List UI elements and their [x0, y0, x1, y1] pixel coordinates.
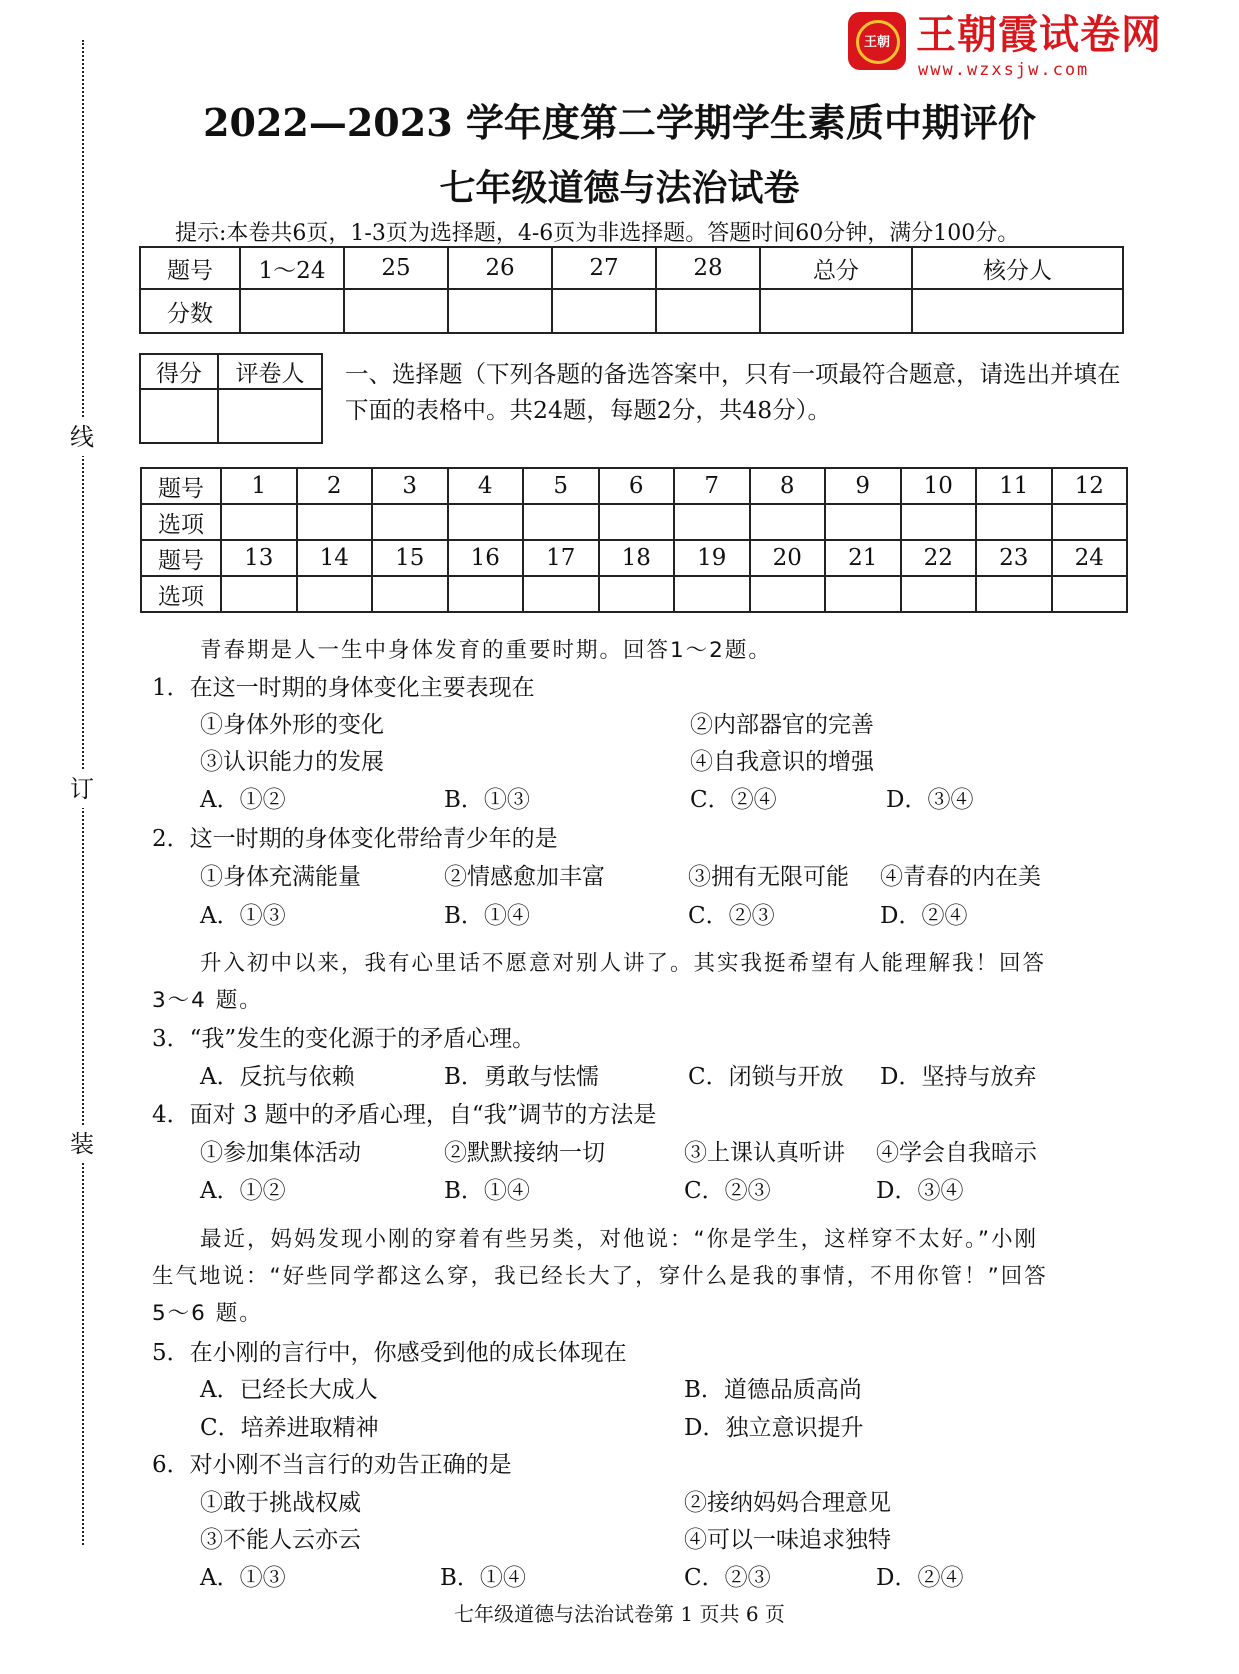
answer-cell[interactable] [523, 576, 599, 612]
page-footer: 七年级道德与法治试卷第 1 页共 6 页 [454, 1602, 785, 1626]
answer-cell[interactable] [448, 504, 524, 540]
answer-option[interactable]: D．②④ [880, 903, 968, 929]
binding-char-ding: 订 [70, 770, 94, 808]
score-table-header-row [140, 247, 1123, 289]
answer-option[interactable]: A．①③ [200, 903, 286, 929]
score-table-header: 总分 [760, 247, 912, 289]
grid-num: 11 [976, 468, 1052, 504]
grid-num: 6 [599, 468, 675, 504]
answer-option[interactable]: C．闭锁与开放 [688, 1064, 844, 1090]
exam-subtitle: 七年级道德与法治试卷 [439, 167, 800, 209]
score-table-header: 核分人 [912, 247, 1123, 289]
answer-cell[interactable] [674, 576, 750, 612]
answer-cell[interactable] [976, 576, 1052, 612]
statement: ③上课认真听讲 [684, 1140, 845, 1166]
grader-name-cell[interactable] [218, 389, 322, 443]
grid-num: 4 [448, 468, 524, 504]
answer-option[interactable]: A．已经长大成人 [200, 1377, 378, 1403]
grid-num: 16 [448, 540, 524, 576]
answer-cell[interactable] [372, 504, 448, 540]
statement: ④可以一味追求独特 [684, 1527, 891, 1553]
score-cell[interactable] [760, 289, 912, 333]
answer-cell[interactable] [599, 504, 675, 540]
statement: ②内部器官的完善 [690, 712, 874, 738]
answer-grid-num-row [141, 540, 1127, 576]
statement: ①身体充满能量 [200, 864, 361, 890]
grid-num: 24 [1052, 540, 1128, 576]
score-table-header: 27 [552, 247, 656, 289]
question-stem: 1．在这一时期的身体变化主要表现在 [152, 675, 535, 701]
grid-num: 10 [901, 468, 977, 504]
statement: ①参加集体活动 [200, 1140, 361, 1166]
statement: ③认识能力的发展 [200, 749, 384, 775]
question-stem: 3．“我”发生的变化源于的矛盾心理。 [152, 1026, 536, 1052]
answer-cell[interactable] [825, 576, 901, 612]
answer-cell[interactable] [297, 504, 373, 540]
score-cell[interactable] [656, 289, 760, 333]
passage-intro: 生气地说：“好些同学都这么穿，我已经长大了，穿什么是我的事情，不用你管！”回答 [152, 1264, 1048, 1289]
score-table-header: 28 [656, 247, 760, 289]
answer-cell[interactable] [372, 576, 448, 612]
statement: ①身体外形的变化 [200, 712, 384, 738]
answer-cell[interactable] [901, 576, 977, 612]
site-logo[interactable] [848, 12, 1164, 78]
grid-num: 20 [750, 540, 826, 576]
passage-intro: 青春期是人一生中身体发育的重要时期。回答1～2题。 [200, 638, 772, 663]
answer-option[interactable]: C．②③ [684, 1565, 771, 1591]
question-stem: 2．这一时期的身体变化带给青少年的是 [152, 826, 558, 852]
logo-url: www.wzxsjw.com [918, 60, 1090, 80]
score-cell[interactable] [240, 289, 344, 333]
grid-num: 13 [221, 540, 297, 576]
answer-option[interactable]: B．勇敢与怯懦 [444, 1064, 599, 1090]
passage-intro: 最近，妈妈发现小刚的穿着有些另类，对他说：“你是学生，这样穿不太好。”小刚 [200, 1227, 1039, 1252]
score-table-header: 26 [448, 247, 552, 289]
score-table [139, 246, 1124, 334]
grid-num: 15 [372, 540, 448, 576]
answer-grid-opt-row [141, 576, 1127, 612]
answer-option[interactable]: C．②③ [688, 903, 775, 929]
question-stem: 4．面对 3 题中的矛盾心理，自“我”调节的方法是 [152, 1102, 657, 1128]
answer-grid-num-row [141, 468, 1127, 504]
answer-cell[interactable] [221, 504, 297, 540]
score-cell[interactable] [448, 289, 552, 333]
answer-option[interactable]: B．①④ [444, 903, 530, 929]
answer-option[interactable]: A．反抗与依赖 [200, 1064, 355, 1090]
grid-label-opt: 选项 [141, 576, 221, 612]
answer-option[interactable]: D．②④ [876, 1565, 964, 1591]
score-table-header: 25 [344, 247, 448, 289]
statement: ④学会自我暗示 [876, 1140, 1037, 1166]
grid-num: 9 [825, 468, 901, 504]
passage-intro: 3～4 题。 [152, 988, 263, 1013]
statement: ④青春的内在美 [880, 864, 1041, 890]
answer-option[interactable]: C．培养进取精神 [200, 1415, 379, 1441]
answer-cell[interactable] [674, 504, 750, 540]
statement: ③不能人云亦云 [200, 1527, 361, 1553]
score-row-label: 分数 [140, 289, 240, 333]
statement: ④自我意识的增强 [690, 749, 874, 775]
grid-num: 8 [750, 468, 826, 504]
grid-label-num: 题号 [141, 540, 221, 576]
grid-num: 19 [674, 540, 750, 576]
grader-box [139, 353, 323, 444]
answer-option[interactable]: B．①③ [444, 787, 530, 813]
seal-icon: 王朝 [848, 12, 906, 70]
grader-score-cell[interactable] [140, 389, 218, 443]
statement: ③拥有无限可能 [688, 864, 849, 890]
answer-option[interactable]: D．坚持与放弃 [880, 1064, 1037, 1090]
answer-option[interactable]: D．独立意识提升 [684, 1415, 864, 1441]
answer-cell[interactable] [825, 504, 901, 540]
exam-hint: 提示:本卷共6页，1-3页为选择题，4-6页为非选择题。答题时间60分钟，满分100分。 [175, 221, 1020, 246]
answer-option[interactable]: A．①② [200, 787, 286, 813]
answer-cell[interactable] [1052, 576, 1128, 612]
answer-option[interactable]: B．道德品质高尚 [684, 1377, 862, 1403]
grid-num: 12 [1052, 468, 1128, 504]
score-cell[interactable] [344, 289, 448, 333]
score-cell[interactable] [552, 289, 656, 333]
score-table-header: 1～24 [240, 247, 344, 289]
grid-num: 1 [221, 468, 297, 504]
statement: ①敢于挑战权威 [200, 1490, 361, 1516]
statement: ②情感愈加丰富 [444, 864, 605, 890]
answer-grid [140, 467, 1128, 613]
binding-char-zhuang: 装 [70, 1125, 94, 1163]
section-title: 一、选择题（下列各题的备选答案中，只有一项最符合题意，请选出并填在下面的表格中。共24题，每题2分，共48分）。 [345, 360, 1121, 424]
grid-num: 3 [372, 468, 448, 504]
grid-num: 18 [599, 540, 675, 576]
passage-intro: 升入初中以来，我有心里话不愿意对别人讲了。其实我挺希望有人能理解我！回答 [200, 951, 1047, 976]
grid-num: 23 [976, 540, 1052, 576]
score-cell[interactable] [912, 289, 1123, 333]
grid-num: 2 [297, 468, 373, 504]
answer-cell[interactable] [976, 504, 1052, 540]
grid-num: 7 [674, 468, 750, 504]
statement: ②默默接纳一切 [444, 1140, 605, 1166]
grid-num: 22 [901, 540, 977, 576]
score-table-header: 题号 [140, 247, 240, 289]
statement: ②接纳妈妈合理意见 [684, 1490, 891, 1516]
passage-intro: 5～6 题。 [152, 1301, 263, 1326]
exam-title: 2022—2023 学年度第二学期学生素质中期评价 [203, 100, 1036, 145]
answer-option[interactable]: A．①② [200, 1178, 286, 1204]
answer-option[interactable]: D．③④ [876, 1178, 964, 1204]
grid-num: 14 [297, 540, 373, 576]
grader-score-label: 得分 [140, 354, 218, 389]
question-stem: 6．对小刚不当言行的劝告正确的是 [152, 1452, 512, 1478]
answer-option[interactable]: C．②③ [684, 1178, 771, 1204]
grid-num: 21 [825, 540, 901, 576]
answer-option[interactable]: A．①③ [200, 1565, 286, 1591]
logo-brand-text: 王朝霞试卷网 [916, 12, 1162, 58]
score-table-score-row [140, 289, 1123, 333]
answer-cell[interactable] [221, 576, 297, 612]
answer-cell[interactable] [750, 504, 826, 540]
grader-name-label: 评卷人 [218, 354, 322, 389]
answer-option[interactable]: D．③④ [886, 787, 974, 813]
answer-option[interactable]: C．②④ [690, 787, 777, 813]
answer-cell[interactable] [750, 576, 826, 612]
grid-label-num: 题号 [141, 468, 221, 504]
answer-grid-opt-row [141, 504, 1127, 540]
answer-cell[interactable] [1052, 504, 1128, 540]
answer-cell[interactable] [599, 576, 675, 612]
grid-num: 5 [523, 468, 599, 504]
grid-num: 17 [523, 540, 599, 576]
question-stem: 5．在小刚的言行中，你感受到他的成长体现在 [152, 1340, 627, 1366]
answer-option[interactable]: B．①④ [440, 1565, 526, 1591]
answer-cell[interactable] [448, 576, 524, 612]
binding-char-xian: 线 [70, 418, 94, 456]
answer-cell[interactable] [901, 504, 977, 540]
answer-option[interactable]: B．①④ [444, 1178, 530, 1204]
answer-cell[interactable] [523, 504, 599, 540]
answer-cell[interactable] [297, 576, 373, 612]
grid-label-opt: 选项 [141, 504, 221, 540]
